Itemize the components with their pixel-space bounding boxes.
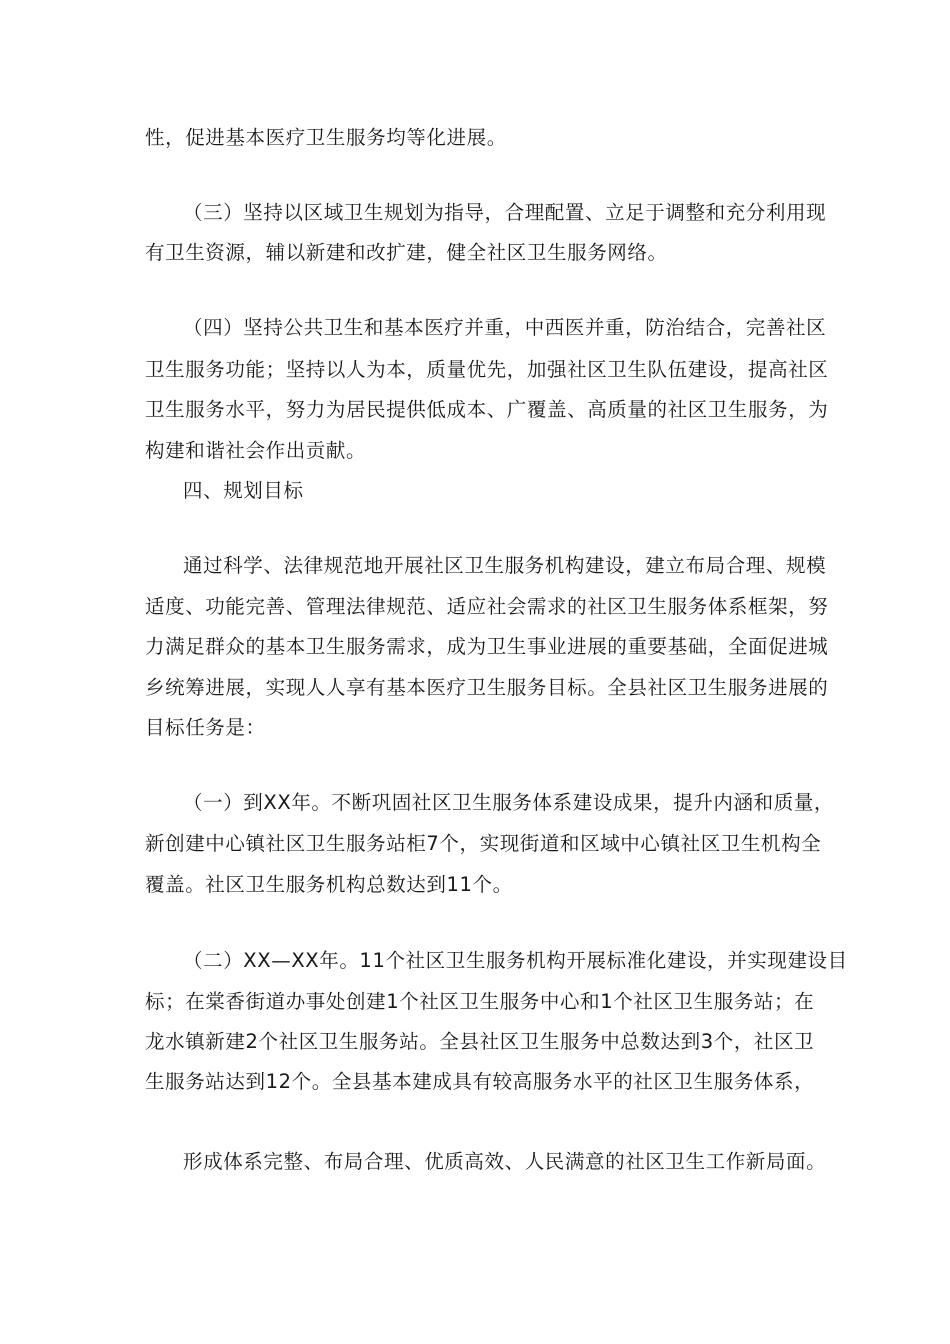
text-line: 新创建中心镇社区卫生服务站柜7个，实现街道和区域中心镇社区卫生机构全 [145, 832, 822, 855]
text-line: （二）XX—XX年。11个社区卫生服务机构开展标准化建设，并实现建设目 [183, 949, 848, 972]
text-line: （一）到XX年。不断巩固社区卫生服务体系建设成果，提升内涵和质量， [183, 791, 835, 814]
text-line: 形成体系完整、布局合理、优质高效、人民满意的社区卫生工作新局面。 [183, 1150, 827, 1173]
text-line: 卫生服务功能；坚持以人为本，质量优先，加强社区卫生队伍建设，提高社区 [145, 358, 829, 381]
text-line: 通过科学、法律规范地开展社区卫生服务机构建设，建立布局合理、规模 [183, 554, 827, 577]
text-line: 性，促进基本医疗卫生服务均等化进展。 [145, 126, 507, 149]
text-line: 卫生服务水平，努力为居民提供低成本、广覆盖、高质量的社区卫生服务，为 [145, 398, 829, 421]
text-line: 构建和谐社会作出贡献。 [145, 439, 367, 462]
text-line: （三）坚持以区域卫生规划为指导，合理配置、立足于调整和充分利用现 [183, 201, 827, 224]
text-line: 有卫生资源，辅以新建和改扩建，健全社区卫生服务网络。 [145, 241, 668, 264]
text-line: 力满足群众的基本卫生服务需求，成为卫生事业进展的重要基础，全面促进城 [145, 635, 829, 658]
text-line: 标；在棠香街道办事处创建1个社区卫生服务中心和1个社区卫生服务站；在 [145, 990, 815, 1013]
text-line: 覆盖。社区卫生服务机构总数达到11个。 [145, 873, 513, 896]
section-heading: 四、规划目标 [183, 479, 304, 502]
text-line: 乡统筹进展，实现人人享有基本医疗卫生服务目标。全县社区卫生服务进展的 [145, 676, 829, 699]
text-line: 适度、功能完善、管理法律规范、适应社会需求的社区卫生服务体系框架，努 [145, 595, 829, 618]
text-line: 生服务站达到12个。全县基本建成具有较高服务水平的社区卫生服务体系， [145, 1070, 815, 1093]
text-line: 龙水镇新建2个社区卫生服务站。全县社区卫生服务中总数达到3个，社区卫 [145, 1030, 815, 1053]
text-line: （四）坚持公共卫生和基本医疗并重，中西医并重，防治结合，完善社区 [183, 316, 827, 339]
text-line: 目标任务是： [145, 716, 266, 739]
